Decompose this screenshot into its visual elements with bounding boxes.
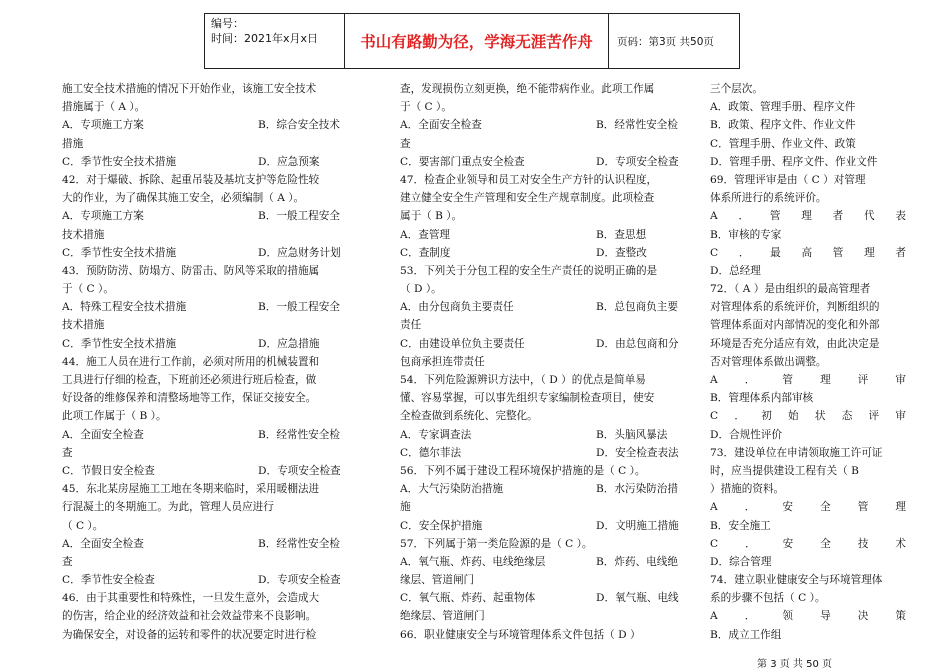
option-row <box>400 298 692 316</box>
option-text: A．专项施工方案 <box>62 119 144 132</box>
option-text: C．季节性安全技术措施 <box>62 155 177 168</box>
option-text: D．文明施工措施 <box>596 519 679 532</box>
text-line: 时，应当提供建设工程有关（ B <box>710 464 859 477</box>
option-text: C．查制度 <box>400 246 451 259</box>
option-text: A．氧气瓶、炸药、电线绝缘层 <box>400 555 546 568</box>
text-line: 措施属于（ A ）。 <box>62 101 146 114</box>
text-column-left <box>62 80 354 644</box>
option-text: D．查整改 <box>596 246 647 259</box>
text-line: 工具进行仔细的检查，下班前还必须进行班后检查，做 <box>62 374 317 386</box>
text-line: 43．预防防涝、防塌方、防雷击、防风等采取的措施属 <box>62 264 320 277</box>
option-text: C．季节性安全技术措施 <box>62 337 177 350</box>
text-line: 42．对于爆破、拆除、起重吊装及基坑支护等危险性较 <box>62 173 320 186</box>
option-row <box>400 335 692 353</box>
text-line: D．综合管理 <box>710 555 772 568</box>
text-line: 全检查做到系统化、完整化。 <box>400 410 538 423</box>
option-row <box>62 535 354 553</box>
option-row <box>400 553 692 571</box>
option-text: A．全面安全检查 <box>400 119 482 132</box>
text-line: （ C ）。 <box>62 519 104 532</box>
option-row <box>62 244 354 262</box>
text-line: C．安全技术 <box>710 537 906 550</box>
text-line: 72．（ A ）是由组织的最高管理者 <box>710 283 871 296</box>
text-line: 查 <box>400 137 411 150</box>
option-text: A．由分包商负主要责任 <box>400 301 514 314</box>
text-line: 46．由于其重要性和特殊性，一旦发生意外，会造成大 <box>62 592 320 605</box>
option-text: A．全面安全检查 <box>62 428 144 441</box>
text-line: 施 <box>400 501 411 514</box>
text-line: 于（ C ）。 <box>62 283 114 296</box>
text-line: 47．检查企业领导和员工对安全生产方针的认识程度， <box>400 173 658 186</box>
option-text: B．经常性安全检 <box>258 428 340 441</box>
text-line: 责任 <box>400 319 422 332</box>
text-line: A．管理者代表 <box>710 210 906 223</box>
text-line: C．管理手册、作业文件、政策 <box>710 137 856 150</box>
option-text: A．大气污染防治措施 <box>400 483 503 496</box>
option-text: B．经常性安全检 <box>596 119 678 132</box>
option-row <box>62 116 354 134</box>
option-text: A．专项施工方案 <box>62 210 144 223</box>
option-row <box>400 480 692 498</box>
text-line: C．初始状态评审 <box>710 410 906 423</box>
option-row <box>400 226 692 244</box>
text-line: B．审核的专家 <box>710 228 782 241</box>
text-line: 45．东北某房屋施工工地在冬期来临时，采用暖棚法进 <box>62 483 320 496</box>
text-line: 此项工作属于（ B ）。 <box>62 410 167 423</box>
text-line: 为确保安全，对设备的运转和零件的状况要定时进行检 <box>62 628 317 641</box>
header-time: 时间：2021年x月x日 <box>211 32 319 45</box>
page-footer: 第 3 页 共 50 页 <box>757 659 832 670</box>
option-text: B．综合安全技术 <box>258 119 340 132</box>
text-line: A．管理评审 <box>710 374 906 386</box>
text-line: 对管理体系的系统评价，判断组织的 <box>710 301 880 314</box>
text-line: 懂、容易掌握，可以事先组织专家编制检查项目，使安 <box>400 392 655 405</box>
text-line: 查 <box>62 555 73 568</box>
option-text: D．专项安全检查 <box>258 464 341 477</box>
option-text: C．德尔菲法 <box>400 446 462 459</box>
option-text: B．一般工程安全 <box>258 210 340 223</box>
text-line: 大的作业，为了确保其施工安全，必须编制（ A ）。 <box>62 192 305 205</box>
header-page: 页码：第3页 共50页 <box>617 35 714 48</box>
text-line: 技术措施 <box>62 228 105 241</box>
text-line: 系的步骤不包括（ C ）。 <box>710 592 826 605</box>
text-line: 于（ C ）。 <box>400 101 452 114</box>
text-line: 技术措施 <box>62 319 105 332</box>
text-line: B．安全施工 <box>710 519 771 532</box>
text-column-middle <box>400 80 692 644</box>
option-text: C．要害部门重点安全检查 <box>400 155 525 168</box>
option-text: A．全面安全检查 <box>62 537 144 550</box>
header-meta <box>205 14 345 68</box>
text-line: 措施 <box>62 137 84 150</box>
option-text: D．应急措施 <box>258 337 320 350</box>
option-text: C．由建设单位负主要责任 <box>400 337 525 350</box>
text-line: B．政策、程序文件、作业文件 <box>710 119 856 132</box>
text-line: 施工安全技术措施的情况下开始作业，该施工安全技术 <box>62 83 317 95</box>
text-line: B．成立工作组 <box>710 628 782 641</box>
option-text: B．总包商负主要 <box>596 301 678 314</box>
text-line: D．合规性评价 <box>710 428 783 441</box>
option-text: D．专项安全检查 <box>258 574 341 587</box>
option-row <box>400 426 692 444</box>
text-line: 属于（ B ）。 <box>400 210 463 223</box>
option-text: A．查管理 <box>400 228 451 241</box>
option-text: C．季节性安全技术措施 <box>62 246 177 259</box>
option-text: D．由总包商和分 <box>596 337 679 350</box>
text-line: 体系所进行的系统评价。 <box>710 192 827 205</box>
option-row <box>400 444 692 462</box>
text-line: 56．下列不属于建设工程环境保护措施的是（ C ）。 <box>400 464 646 477</box>
text-line: 建立健全安全生产管理和安全生产规章制度。此项检查 <box>400 192 655 205</box>
text-line: 66．职业健康安全与环境管理体系文件包括（ D ） <box>400 628 641 641</box>
text-line: 74．建立职业健康安全与环境管理体 <box>710 574 883 587</box>
text-line: C．最高管理者 <box>710 246 906 259</box>
option-text: B．一般工程安全 <box>258 301 340 314</box>
option-text: B．水污染防治措 <box>596 483 678 496</box>
option-row <box>400 116 692 134</box>
option-text: D．安全检查表法 <box>596 446 679 459</box>
text-line: 57．下列属于第一类危险源的是（ C ）。 <box>400 537 593 550</box>
text-line: 查，发现损伤立刻更换，绝不能带病作业。此项工作属 <box>400 83 655 95</box>
option-text: C．氧气瓶、炸药、起重物体 <box>400 592 536 605</box>
text-line: 53．下列关于分包工程的安全生产责任的说明正确的是 <box>400 264 658 277</box>
option-text: C．季节性安全检查 <box>62 574 155 587</box>
text-line: 管理体系面对内部情况的变化和外部 <box>710 319 880 332</box>
option-text: D．专项安全检查 <box>596 155 679 168</box>
text-line: 三个层次。 <box>710 83 763 95</box>
text-line: A．安全管理 <box>710 501 906 514</box>
text-line: 环境是否充分适应有效，由此决定是 <box>710 337 880 350</box>
text-column-right <box>710 80 906 644</box>
text-line: A．政策、管理手册、程序文件 <box>710 101 856 114</box>
text-line: 好设备的维修保养和清整场地等工作，保证交接安全。 <box>62 392 317 405</box>
text-line: 绝缘层、管道闸门 <box>400 610 485 623</box>
document-header <box>204 13 740 69</box>
text-line: 行混凝土的冬期施工。为此，管理人员应进行 <box>62 501 274 514</box>
option-text: B．炸药、电线绝 <box>596 555 678 568</box>
header-motto: 书山有路勤为径，学海无涯苦作舟 <box>345 14 609 68</box>
option-text: C．安全保护措施 <box>400 519 483 532</box>
option-row <box>62 335 354 353</box>
option-row <box>62 298 354 316</box>
option-row <box>62 462 354 480</box>
option-text: D．应急财务计划 <box>258 246 341 259</box>
option-row <box>400 244 692 262</box>
text-line: 73．建设单位在申请领取施工许可证 <box>710 446 883 459</box>
text-line: 的伤害，给企业的经济效益和社会效益带来不良影响。 <box>62 610 317 623</box>
text-line: 69．管理评审是由（ C ）对管理 <box>710 173 866 186</box>
option-text: B．查思想 <box>596 228 647 241</box>
text-line: 44．施工人员在进行工作前，必须对所用的机械装置和 <box>62 355 320 368</box>
option-text: A．专家调查法 <box>400 428 472 441</box>
text-line: 缘层、管道闸门 <box>400 574 475 587</box>
option-text: D．应急预案 <box>258 155 320 168</box>
text-line: B．管理体系内部审核 <box>710 392 814 405</box>
text-line: 包商承担连带责任 <box>400 355 485 368</box>
text-line: 查 <box>62 446 73 459</box>
text-line: 54．下列危险源辨识方法中，（ D ）的优点是简单易 <box>400 374 646 386</box>
option-text: D．氧气瓶、电线 <box>596 592 679 605</box>
option-row <box>62 207 354 225</box>
text-line: ）措施的资料。 <box>710 483 785 496</box>
option-text: C．节假日安全检查 <box>62 464 155 477</box>
option-text: B．经常性安全检 <box>258 537 340 550</box>
text-line: D．管理手册、程序文件、作业文件 <box>710 155 878 168</box>
option-row <box>400 517 692 535</box>
text-line: D．总经理 <box>710 264 761 277</box>
option-text: A．特殊工程安全技术措施 <box>62 301 187 314</box>
text-line: （ D ）。 <box>400 283 442 296</box>
option-text: B．头脑风暴法 <box>596 428 668 441</box>
header-number: 编号： <box>211 17 244 30</box>
option-row <box>62 426 354 444</box>
option-row <box>400 589 692 607</box>
option-row <box>400 153 692 171</box>
option-row <box>62 153 354 171</box>
text-line: 否对管理体系做出调整。 <box>710 355 827 368</box>
text-line: A．领导决策 <box>710 610 906 623</box>
option-row <box>62 571 354 589</box>
